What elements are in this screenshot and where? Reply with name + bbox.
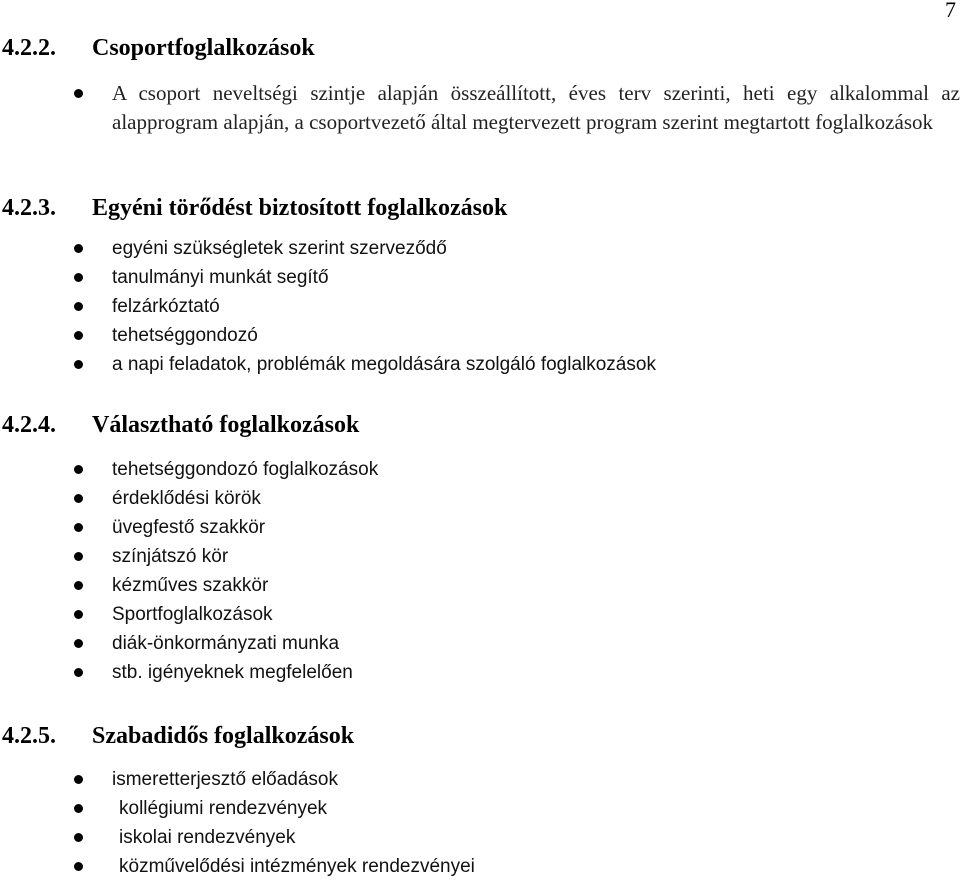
bullet-icon — [74, 465, 83, 474]
section-title: Csoportfoglalkozások — [92, 35, 315, 61]
page-number: 7 — [945, 0, 956, 22]
bullet-icon — [74, 244, 83, 253]
section-egyeni-torodes — [0, 193, 960, 379]
list-item — [0, 823, 960, 852]
bullet-list — [0, 765, 960, 881]
bullet-icon — [74, 862, 83, 871]
list-item-text: tehetséggondozó foglalkozások — [112, 459, 379, 480]
list-item — [0, 765, 960, 794]
list-item — [0, 571, 960, 600]
section-title: Szabadidős foglalkozások — [92, 723, 355, 749]
list-item — [0, 455, 960, 484]
list-item-text: tehetséggondozó — [112, 325, 258, 346]
list-item-text: stb. igényeknek megfelelően — [112, 662, 353, 683]
section-title: Választható foglalkozások — [92, 412, 360, 438]
list-item — [0, 852, 960, 881]
list-item-text: Sportfoglalkozások — [112, 604, 273, 625]
list-item — [0, 292, 960, 321]
section-valaszthato — [0, 410, 960, 687]
bullet-icon — [74, 331, 83, 340]
list-item-text: kollégiumi rendezvények — [119, 798, 328, 819]
section-szabadidos — [0, 721, 960, 881]
list-item-text: egyéni szükségletek szerint szerveződő — [112, 238, 447, 259]
bullet-icon — [74, 804, 83, 813]
list-item-text: színjátszó kör — [112, 546, 229, 567]
bullet-icon — [74, 552, 83, 561]
list-item — [0, 263, 960, 292]
list-item-text: iskolai rendezvények — [119, 827, 296, 848]
bullet-list — [0, 234, 960, 379]
list-item — [0, 234, 960, 263]
section-heading — [0, 721, 960, 751]
bullet-icon — [74, 581, 83, 590]
bullet-icon — [74, 610, 83, 619]
bullet-icon — [74, 833, 83, 842]
list-item-text: érdeklődési körök — [112, 488, 261, 509]
list-item-text: üvegfestő szakkör — [112, 517, 266, 538]
paragraph-text: A csoport neveltségi szintje alapján összeállított, éves terv szerinti, heti egy alkalommal az alapprogram alapján, a csoportvezető által megtervezett program szerint megtartott foglalkozások — [112, 81, 960, 134]
section-heading — [0, 410, 960, 440]
list-item — [0, 794, 960, 823]
list-item-text: tanulmányi munkát segítő — [112, 267, 329, 288]
section-title: Egyéni törődést biztosított foglalkozások — [92, 195, 508, 221]
list-item — [0, 658, 960, 687]
bullet-icon — [74, 273, 83, 282]
bullet-icon — [74, 360, 83, 369]
list-item-text: diák-önkormányzati munka — [112, 633, 340, 654]
bullet-icon — [74, 302, 83, 311]
list-item — [0, 350, 960, 379]
bullet-icon — [74, 494, 83, 503]
bullet-icon — [74, 639, 83, 648]
section-number: 4.2.2. — [2, 35, 56, 61]
list-item-text: közművelődési intézmények rendezvényei — [119, 856, 475, 877]
list-item-text: felzárkóztató — [112, 296, 220, 317]
section-number: 4.2.5. — [2, 723, 56, 749]
bullet-icon — [74, 523, 83, 532]
section-number: 4.2.3. — [2, 195, 56, 221]
list-item — [0, 600, 960, 629]
list-item — [0, 513, 960, 542]
list-item-text: kézműves szakkör — [112, 575, 269, 596]
list-item — [0, 629, 960, 658]
bullet-icon — [74, 89, 83, 98]
section-heading — [0, 193, 960, 223]
list-item — [0, 321, 960, 350]
section-csoportfoglalkozasok — [0, 33, 960, 137]
list-item-text: ismeretterjesztő előadások — [112, 769, 338, 790]
section-number: 4.2.4. — [2, 412, 56, 438]
section-heading — [0, 33, 960, 63]
list-item-text: a napi feladatok, problémák megoldására szolgáló foglalkozások — [112, 354, 656, 375]
bullet-list — [0, 455, 960, 687]
list-item — [0, 542, 960, 571]
bullet-icon — [74, 775, 83, 784]
list-item — [0, 484, 960, 513]
bullet-paragraph — [0, 79, 960, 137]
bullet-icon — [74, 668, 83, 677]
